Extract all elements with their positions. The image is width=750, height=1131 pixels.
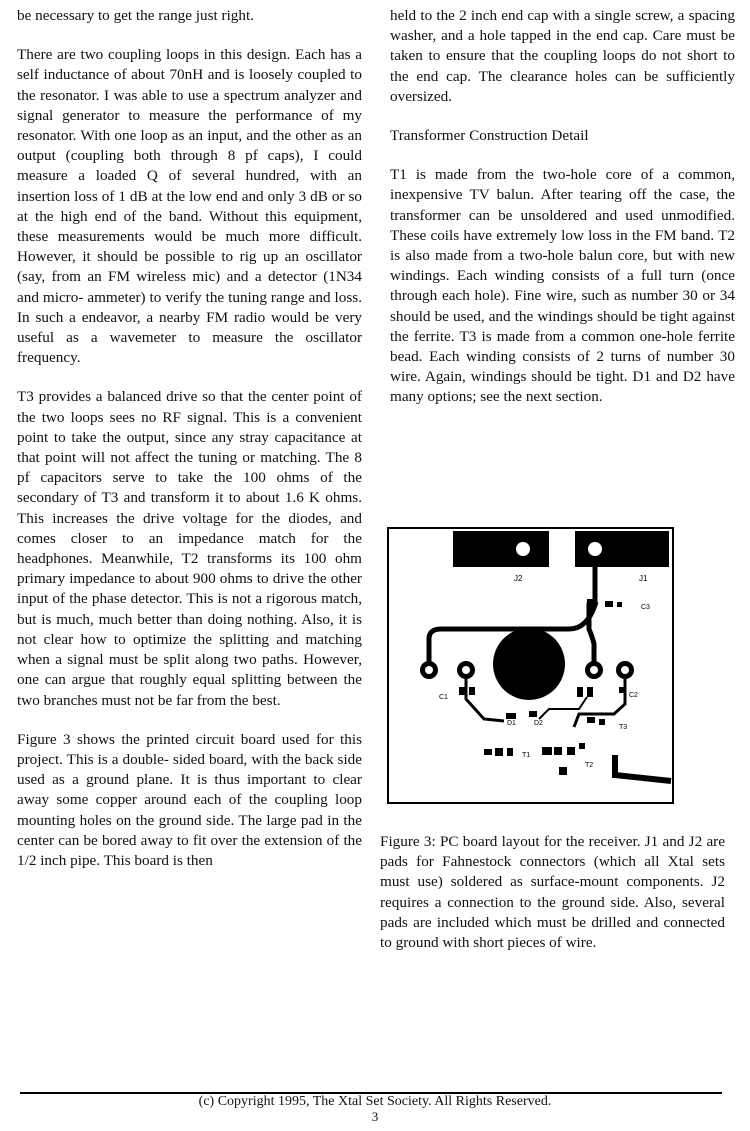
- pcb-drawing: [389, 529, 672, 802]
- right-column: [390, 6, 735, 427]
- d2-label: D2: [534, 720, 543, 727]
- figure-caption: Figure 3: PC board layout for the receiver. J1 and J2 are pads for Fahnestock connectors (which all Xtal sets must use) soldered as surface-mount components. J2 requires a connection to the ground side. Also, several pads are included which must be drilled and connected to ground with short pieces of wire.: [380, 833, 725, 952]
- section-heading: Transformer Construction Detail: [390, 127, 589, 145]
- j1-label: J1: [639, 574, 648, 583]
- left-column: [17, 6, 362, 890]
- ground-trace: [615, 755, 671, 781]
- paragraph: T3 provides a balanced drive so that the center point of the two loops sees no RF signal. This is a convenient point to take the output, since any stray capacitance at that point will not affect the tuning or matching. The 8 pf capacitors serve to take the 100 ohms of the secondary of T3 and transform it to about 1.6 K ohms. This increases the drive voltage for the diodes, and comes closer to an impedance match for the headphones. Meanwhile, T2 transforms its 100 ohm primary impedance to about 900 ohms to drive the other input of the phase detector. This is not a rigorous match, but is much, much better than doing nothing. Also, it is not clear how to optimize the splitting and matching when a signal must be split along two paths. However, one can argue that roughly equal splitting between the two branches must not be far from the best.: [17, 388, 362, 709]
- c3-label: C3: [641, 604, 650, 611]
- j2-label: J2: [514, 574, 523, 583]
- paragraph: Figure 3 shows the printed circuit board used for this project. This is a double- sided board, with the back side used as a ground plane. It is thus important to clear away some copper around each of the coupling loop mounting holes on the ground side. The large pad in the center can be bored away to fit over the extension of the 1/2 inch pipe. This board is then: [17, 730, 362, 869]
- c2-label: C2: [629, 692, 638, 699]
- paragraph: be necessary to get the range just right.: [17, 7, 255, 24]
- paragraph: There are two coupling loops in this design. Each has a self inductance of about 70nH and is loosely coupled to the resonator. I was able to use a spectrum analyzer and signal generator to measure the performance of my resonator. With one loop as an input, and the other as an output (coupling both through 8 pf caps), I could measure a loaded Q of several hundred, with an insertion loss of 1 dB at the low end and only 3 dB or so at the high end of the band. Without this equipment, these measurements would be much more difficult. However, it should be possible to rig up an oscillator (say, from an FM wireless mic) and a detector (1N34 and micro- ammeter) to verify the tuning range and loss. In such a endeavor, a nearby FM radio would be very useful as a wavemeter to measure the oscillator frequency.: [17, 46, 362, 367]
- page-number: 3: [371, 1109, 379, 1124]
- t2-label: T2: [585, 762, 594, 769]
- d1-label: D1: [507, 720, 516, 727]
- t3-label: T3: [619, 724, 628, 731]
- center-pad: [493, 628, 565, 700]
- copyright-footer: (c) Copyright 1995, The Xtal Set Society. All Rights Reserved.: [198, 1094, 552, 1109]
- j2-pad: [453, 531, 549, 567]
- t1-label: T1: [522, 752, 531, 759]
- paragraph: T1 is made from the two-hole core of a common, inexpensive TV balun. After tearing off the case, the transformer can be unsoldered and used unmodified. These coils have extremely low loss in the FM band. T2 is also made from a two-hole balun core, but with new windings. Each winding consists of a full turn (once through each hole). Fine wire, such as number 30 or 34 should be used, and the windings should be tight against the ferrite. T3 is made from a common one-hole ferrite bead. Each winding consists of 2 turns of number 30 wire. Again, windings should be tight. D1 and D2 have many options; see the next section.: [390, 166, 735, 406]
- pcb-layout-figure: [387, 527, 674, 804]
- paragraph: held to the 2 inch end cap with a single screw, a spacing washer, and a hole tapped in the end cap. Care must be taken to ensure that the coupling loops do not short to the end cap. The clearance holes can be sufficiently oversized.: [390, 7, 735, 105]
- c1-label: C1: [439, 694, 448, 701]
